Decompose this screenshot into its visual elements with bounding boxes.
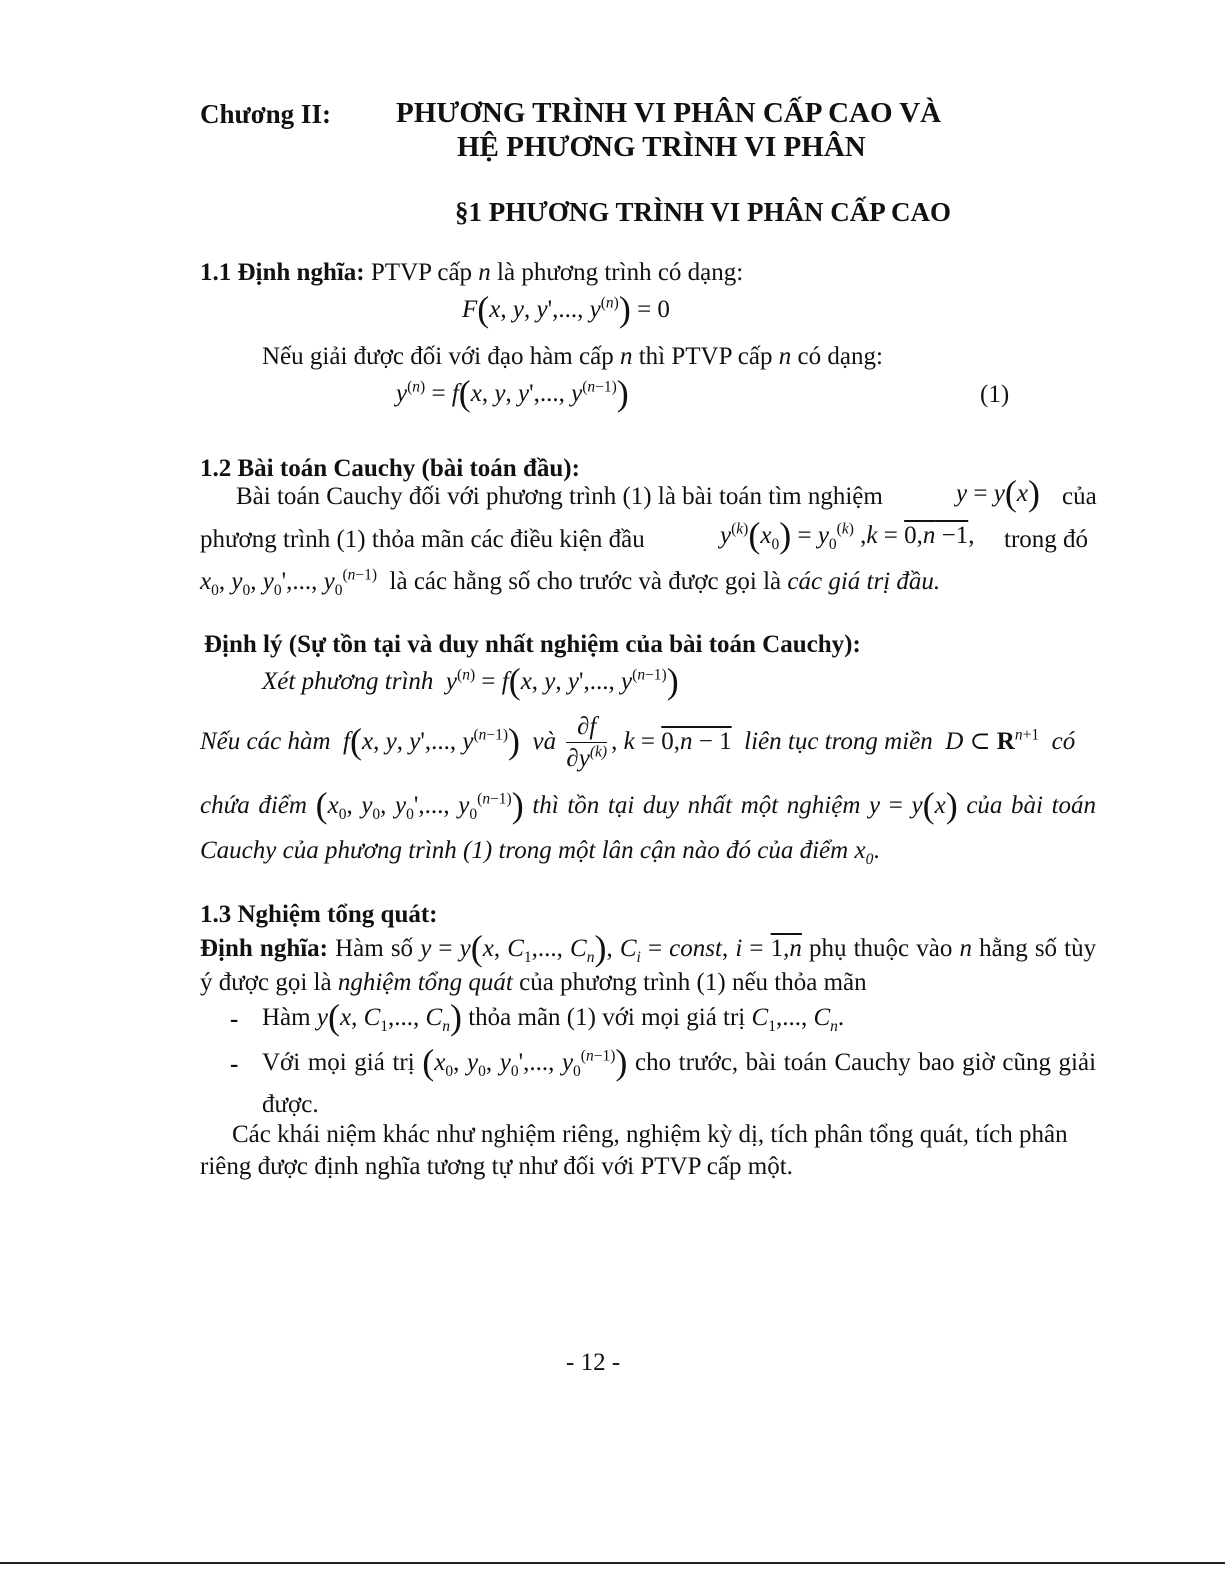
cauchy-p2-b: trong đó (1004, 526, 1089, 553)
theorem-line3: chứa điểm ($x_0$, $y_0$, $y_0'$,..., $y_0^{(n-1)}$) thì tồn tại duy nhất một nghiệm y = y(x) của bài toán (200, 785, 1097, 825)
bottom-rule (0, 1562, 1225, 1564)
cauchy-heading: 1.2 Bài toán Cauchy (bài toán đầu): (200, 455, 580, 482)
closing-line1: Các khái niệm khác như nghiệm riêng, nghiệm kỳ dị, tích phân tổng quát, tích phân (232, 1121, 1068, 1148)
bullet-2-cont: được. (262, 1091, 319, 1118)
cauchy-p1-b: của (1062, 483, 1097, 510)
page-number: - 12 - (566, 1349, 621, 1376)
cauchy-p1-eq: y = y(x) (956, 473, 1040, 513)
general-solution-heading: 1.3 Nghiệm tổng quát: (200, 901, 438, 928)
section-title: §1 PHƯƠNG TRÌNH VI PHÂN CẤP CAO (455, 197, 952, 227)
theorem-line4: Cauchy của phương trình (1) trong một lân cận nào đó của điểm $x_0$. (200, 837, 880, 868)
bullet-2-mark: - (230, 1051, 239, 1078)
general-def-line1: Định nghĩa: Hàm số y = y(x, $C_1$,..., $C_n$), $C_i$ = const, i = 1,n phụ thuộc vào n hằng số tùy (200, 928, 1097, 968)
cauchy-p1-a: Bài toán Cauchy đối với phương trình (1) là bài toán tìm nghiệm (236, 483, 883, 510)
definition-1-1-line2: Nếu giải được đối với đạo hàm cấp n thì PTVP cấp n có dạng: (262, 343, 883, 370)
theorem-heading: Định lý (Sự tồn tại và duy nhất nghiệm của bài toán Cauchy): (204, 631, 861, 658)
general-def-line2: ý được gọi là nghiệm tổng quát của phương trình (1) nếu thỏa mãn (200, 969, 867, 996)
bullet-2: Với mọi giá trị ($x_0$, $y_0$, $y_0'$,..., $y_0^{(n-1)}$) cho trước, bài toán Cauchy bao giờ cũng giải (262, 1042, 1097, 1082)
partial-derivative-fraction: $\frac{\partial f}{\partial y^{(k)}}$ (566, 713, 608, 772)
bullet-1: Hàm y(x, $C_1$,..., $C_n$) thỏa mãn (1) với mọi giá trị $C_1$,..., $C_n$. (262, 997, 845, 1037)
theorem-line1: Xét phương trình $y^{(n)} = f(x$, y, y',..., $y^{(n-1)}$) (262, 661, 679, 701)
cauchy-p3: $x_0$, $y_0$, $y_0'$,..., $y_0^{(n-1)}$ là các hằng số cho trước và được gọi là các giá trị đầu. (200, 566, 941, 599)
chapter-title-line1: PHƯƠNG TRÌNH VI PHÂN CẤP CAO VÀ (396, 97, 942, 129)
definition-1-1-heading: 1.1 Định nghĩa: (200, 259, 365, 286)
cauchy-initial-conditions: $y^{(k)}(x_0) = y_0^{(k)}$ ,k = 0,n −1, (720, 515, 975, 555)
equation-1: $y^{(n)} = f(x$, y, y',..., $y^{(n-1)}$) (396, 373, 629, 413)
equation-1-label: (1) (980, 381, 1010, 408)
chapter-title-line2: HỆ PHƯƠNG TRÌNH VI PHÂN (457, 131, 866, 163)
equation-F-zero: F(x, y, y',..., $y^{(n)}) = 0$ (462, 289, 670, 329)
closing-line2: riêng được định nghĩa tương tự như đối với PTVP cấp một. (200, 1153, 793, 1180)
chapter-label: Chương II: (200, 99, 331, 129)
cauchy-p2-a: phương trình (1) thỏa mãn các điều kiện đầu (200, 526, 645, 553)
bullet-1-mark: - (230, 1006, 239, 1033)
theorem-line2: Nếu các hàm f(x, y, y',..., $y^{(n-1)}$) và $\frac{\partial f}{\partial y^{(k)}}$ , k = 0,n − 1 liên tục trong miền D ⊂ $R^{n+1}$ có (200, 712, 1075, 775)
definition-1-1-line: 1.1 Định nghĩa: PTVP cấp n là phương trình có dạng: (200, 259, 744, 286)
